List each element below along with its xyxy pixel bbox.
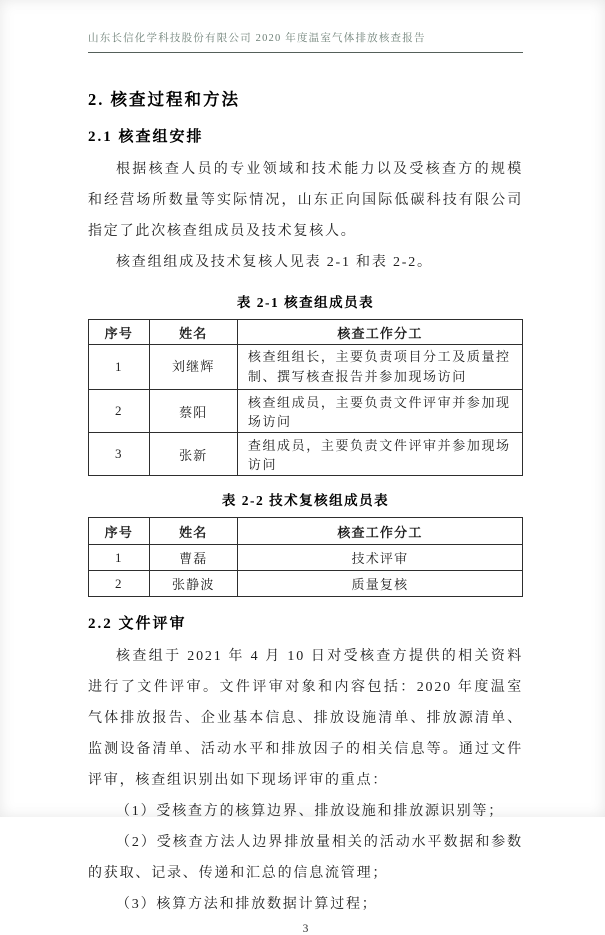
- cell-no: 2: [89, 571, 150, 597]
- section-2-1-paragraph-1: 根据核查人员的专业领域和技术能力以及受核查方的规模和经营场所数量等实际情况，山东正向国际低碳科技有限公司指定了此次核查组成员及技术复核人。: [88, 162, 523, 239]
- table-2-1-header-name: 姓名: [149, 320, 237, 345]
- table-2-2-header-row: [89, 518, 523, 545]
- cell-job: 核查组组长，主要负责项目分工及质量控制、撰写核查报告并参加现场访问: [237, 345, 522, 390]
- cell-no: 1: [89, 345, 150, 390]
- table-2-1: [88, 319, 523, 476]
- running-header: [88, 30, 523, 53]
- table-2-2-header-name: 姓名: [149, 518, 237, 545]
- table-row: [89, 571, 523, 597]
- cell-name: 蔡阳: [149, 390, 237, 433]
- table-2-1-caption: 表 2-1 核查组成员表: [236, 295, 375, 310]
- table-2-1-header-job: 核查工作分工: [237, 320, 522, 345]
- cell-job: 查组成员，主要负责文件评审并参加现场访问: [237, 433, 522, 476]
- cell-name: 张新: [149, 433, 237, 476]
- table-row: [89, 545, 523, 571]
- table-2-1-header-row: [89, 320, 523, 345]
- section-2-1-heading: 2.1 核查组安排: [88, 129, 204, 145]
- cell-job: 技术评审: [237, 545, 522, 571]
- cell-job: 质量复核: [237, 571, 522, 597]
- table-2-2: [88, 517, 523, 597]
- table-row: [89, 345, 523, 390]
- table-row: [89, 390, 523, 433]
- cell-name: 张静波: [149, 571, 237, 597]
- cell-no: 3: [89, 433, 150, 476]
- cell-name: 曹磊: [149, 545, 237, 571]
- section-2-2-list-item-3: （3）核算方法和排放数据计算过程；: [116, 897, 378, 912]
- cell-name: 刘继辉: [149, 345, 237, 390]
- table-row: [89, 433, 523, 476]
- section-2-heading: 2. 核查过程和方法: [88, 90, 240, 109]
- section-2-2-list-item-2: （2）受核查方法人边界排放量相关的活动水平数据和参数的获取、记录、传递和汇总的信息流管理；: [88, 835, 523, 881]
- section-2-1-paragraph-2: 核查组组成及技术复核人见表 2-1 和表 2-2。: [116, 255, 433, 270]
- running-header-title: 山东长信化学科技股份有限公司 2020 年度温室气体排放核查报告: [88, 33, 426, 44]
- table-2-2-header-job: 核查工作分工: [237, 518, 522, 545]
- table-2-1-header-no: 序号: [89, 320, 150, 345]
- cell-job: 核查组成员，主要负责文件评审并参加现场访问: [237, 390, 522, 433]
- section-2-2-heading: 2.2 文件评审: [88, 616, 187, 632]
- table-2-2-header-no: 序号: [89, 518, 150, 545]
- cell-no: 2: [89, 390, 150, 433]
- section-2-2-list-item-1: （1）受核查方的核算边界、排放设施和排放源识别等；: [116, 804, 504, 819]
- table-2-2-caption: 表 2-2 技术复核组成员表: [221, 493, 390, 508]
- cell-no: 1: [89, 545, 150, 571]
- section-2-2-paragraph-1: 核查组于 2021 年 4 月 10 日对受核查方提供的相关资料进行了文件评审。文件评审对象和内容包括：2020 年度温室气体排放报告、企业基本信息、排放设施清单、排放源清单、监测设备清单、活动水平和排放因子的相关信息等。通过文件评审，核查组识别出如下现场评审的重点：: [88, 649, 523, 788]
- page-number: 3: [302, 923, 309, 935]
